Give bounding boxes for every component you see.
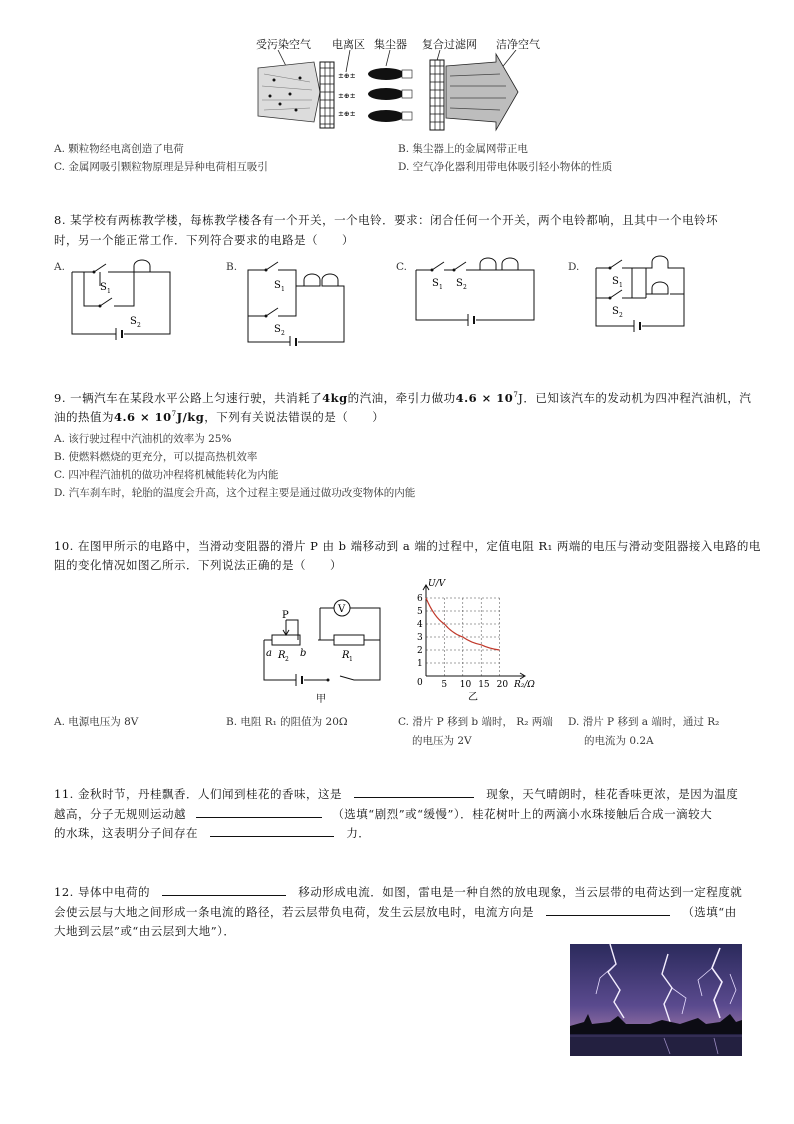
r2-label: R <box>278 650 286 661</box>
origin-label: 0 <box>417 678 423 688</box>
svg-text:S: S <box>274 280 281 291</box>
svg-text:2: 2 <box>619 312 623 319</box>
svg-text:2: 2 <box>137 322 141 329</box>
y-tick-label: 2 <box>417 646 423 656</box>
q8-circuit-a[interactable] <box>64 256 184 346</box>
q10-option-c-line2: 的电压为 2V <box>412 735 472 747</box>
q9-option-a[interactable]: A. 该行驶过程中汽油机的效率为 25% <box>54 433 232 445</box>
svg-text:S: S <box>612 276 619 287</box>
q12-line3: 大地到云层”或“由云层到大地”）． <box>54 924 236 938</box>
q10-circuit-jia <box>258 594 388 704</box>
svg-text:±⊕±: ±⊕± <box>338 72 356 80</box>
air-purifier-figure <box>250 34 550 134</box>
chart-caption: 乙 <box>468 692 478 702</box>
svg-text:S: S <box>100 282 107 293</box>
y-tick-label: 1 <box>417 659 423 669</box>
q12-line1: 12. 导体中电荷的 移动形成电流．如图，雷电是一种自然的放电现象，当云层带的电荷达到一定程度就 <box>54 885 743 899</box>
x-tick-label: 5 <box>441 680 448 690</box>
q12-blank-1[interactable] <box>162 883 286 896</box>
q9-stem-line2: 油的热值为$4.6 \times 10^7J/kg$，下列有关说法错误的是（ ） <box>54 409 385 424</box>
svg-text:±⊕±: ±⊕± <box>338 110 356 118</box>
svg-text:S: S <box>274 324 281 335</box>
q11-line1: 11. 金秋时节，丹桂飘香．人们闻到桂花的香味，这是 现象，天气晴朗时，桂花香味更浓，是因为温度 <box>54 787 739 801</box>
q9-option-c[interactable]: C. 四冲程汽油机的做功冲程将机械能转化为内能 <box>54 469 279 481</box>
svg-text:S: S <box>432 278 439 289</box>
svg-text:1: 1 <box>619 282 623 289</box>
q9-option-b[interactable]: B. 使燃料燃烧的更充分，可以提高热机效率 <box>54 451 258 463</box>
circuit-caption-jia: 甲 <box>316 694 326 704</box>
q8-circuit-c[interactable] <box>410 256 540 328</box>
x-tick-label: 20 <box>496 680 509 690</box>
lightning-photo <box>570 944 742 1056</box>
svg-text:1: 1 <box>107 288 111 295</box>
q10-option-b[interactable]: B. 电阻 R₁ 的阻值为 20Ω <box>226 716 348 728</box>
svg-text:1: 1 <box>439 284 443 291</box>
q8-option-a-label[interactable]: A. <box>54 261 65 273</box>
svg-text:±⊕±: ±⊕± <box>338 92 356 100</box>
q11-blank-1[interactable] <box>354 785 474 798</box>
label-composite-filter: 复合过滤网 <box>422 38 477 51</box>
svg-text:2: 2 <box>285 656 289 663</box>
q11-blank-2[interactable] <box>196 805 322 818</box>
label-clean-air: 洁净空气 <box>496 38 540 51</box>
q7-option-c[interactable]: C. 金属网吸引颗粒物原理是异种电荷相互吸引 <box>54 161 268 173</box>
q8-stem-line2: 时，另一个能正常工作．下列符合要求的电路是（ ） <box>54 233 354 247</box>
x-axis-label: R₂/Ω <box>514 680 535 690</box>
y-tick-label: 6 <box>417 594 423 604</box>
svg-text:S: S <box>130 316 137 327</box>
q7-option-d[interactable]: D. 空气净化器利用带电体吸引轻小物体的性质 <box>398 161 613 173</box>
svg-text:S: S <box>612 306 619 317</box>
q8-stem-line1: 8. 某学校有两栋教学楼，每栋教学楼各有一个开关，一个电铃．要求：闭合任何一个开关，两个电铃都响，且其中一个电铃坏 <box>54 213 719 227</box>
end-a-label: a <box>266 648 272 659</box>
svg-text:S: S <box>456 278 463 289</box>
q7-option-a[interactable]: A. 颗粒物经电离创造了电荷 <box>54 143 184 155</box>
q11-blank-3[interactable] <box>210 824 334 837</box>
q10-stem-line2: 阻的变化情况如图乙所示．下列说法正确的是（ ） <box>54 558 342 572</box>
air-purifier-diagram <box>250 50 550 134</box>
y-axis-label: U/V <box>428 579 446 589</box>
q12-line2: 会使云层与大地之间形成一条电流的路径，若云层带负电荷，发生云层放电时，电流方向是 （选填“由 <box>54 905 737 919</box>
q10-option-d-line2: 的电流为 0.2A <box>584 735 654 747</box>
y-tick-label: 3 <box>417 633 423 643</box>
slider-p-label: P <box>282 610 289 621</box>
q8-circuit-b[interactable] <box>236 256 356 346</box>
q10-stem-line1: 10. 在图甲所示的电路中，当滑动变阻器的滑片 P 由 b 端移动到 a 端的过程中，定值电阻 R₁ 两端的电压与滑动变阻器接入电路的电 <box>54 539 761 553</box>
voltmeter-v-label: V <box>338 604 346 615</box>
svg-text:1: 1 <box>349 656 353 663</box>
q8-option-d-label[interactable]: D. <box>568 261 580 273</box>
label-polluted-air: 受污染空气 <box>256 38 311 51</box>
svg-text:2: 2 <box>281 330 285 337</box>
q10-option-a[interactable]: A. 电源电压为 8V <box>54 716 139 728</box>
q11-line2: 越高，分子无规则运动越 （选填“剧烈”或“缓慢”）．桂花树叶上的两滴小水珠接触后合成一滴较大 <box>54 807 713 821</box>
svg-text:2: 2 <box>463 284 467 291</box>
q8-circuit-d[interactable] <box>584 254 694 334</box>
q7-option-b[interactable]: B. 集尘器上的金属网带正电 <box>398 143 528 155</box>
y-tick-label: 5 <box>417 607 423 617</box>
end-b-label: b <box>300 648 307 659</box>
y-tick-label: 4 <box>417 620 423 630</box>
label-dust-collector: 集尘器 <box>374 38 407 51</box>
q9-stem-line1: 9. 一辆汽车在某段水平公路上匀速行驶，共消耗了4kg的汽油，牵引力做功$4.6 \times 10^7J$．已知该汽车的发动机为四冲程汽油机，汽 <box>54 390 752 405</box>
q8-option-b-label[interactable]: B. <box>226 261 238 273</box>
q11-line3: 的水珠，这表明分子间存在 力． <box>54 826 371 840</box>
svg-text:1: 1 <box>281 286 285 293</box>
q10-option-c[interactable]: C. 滑片 P 移到 b 端时， R₂ 两端 <box>398 716 553 728</box>
q9-option-d[interactable]: D. 汽车刹车时，轮胎的温度会升高，这个过程主要是通过做功改变物体的内能 <box>54 487 416 499</box>
label-ionization-zone: 电离区 <box>332 38 365 51</box>
q8-option-c-label[interactable]: C. <box>396 261 407 273</box>
x-tick-label: 15 <box>478 680 490 690</box>
x-tick-label: 10 <box>459 680 472 690</box>
q12-blank-2[interactable] <box>546 903 670 916</box>
r1-label: R <box>342 650 350 661</box>
q10-option-d[interactable]: D. 滑片 P 移到 a 端时，通过 R₂ <box>568 716 720 728</box>
q10-graph-yi <box>408 578 538 702</box>
